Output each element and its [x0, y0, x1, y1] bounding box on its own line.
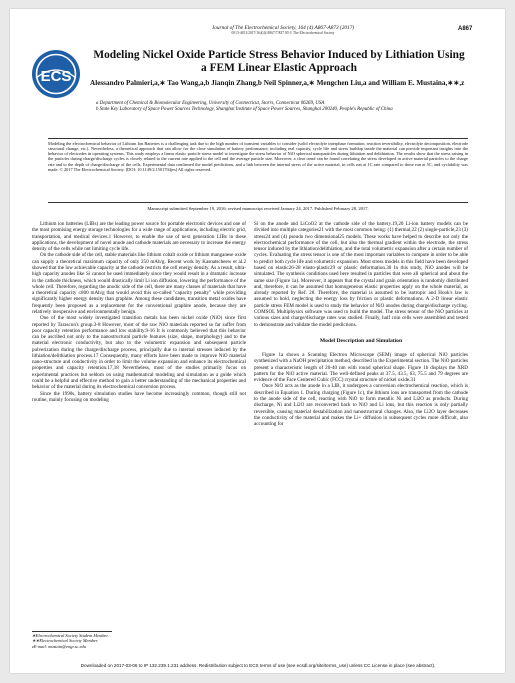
abstract-bottom-rule [48, 202, 468, 203]
paragraph: Since the 1990s, battery simulation studies have become increasingly common, though still not routine, mainly focusing on modeling [32, 390, 246, 403]
paragraph: Figure 1a shows a Scanning Electron Microscope (SEM) image of spherical NiO particles synthesized with a NaOH precipitation method, described in the Experimental section. The NiO particles present a characteristic length of 20-40 nm with round spherical shape. Figure 1b displays the XRD pattern for the NiO active material. The well-defined peaks at 37.5, 43.5, 63, 75.5 and 79 degrees are evidence of the Face Centered Cubic (FCC) crystal structure of nickel oxide.31 [254, 352, 468, 384]
ecs-logo-text: ECS [40, 68, 72, 85]
paper-page [10, 9, 505, 673]
affiliation-a: a Department of Chemical & Biomolecular Engineering, University of Connecticut, Storrs, Connecticut 06269, USA [96, 101, 325, 106]
footnote: ∗∗Electrochemical Society Member. [32, 638, 99, 644]
paragraph: Lithium ion batteries (LIBs) are the leading power source for portable electronic devices and one of the most promising energy storage technologies for a wide range of applications, including electric grid, transportation, and medical devices.1 However, to enable the use of next generation LIBs in these applications, the development of novel anode and cathode materials are necessary to increase the energy density of the cells while not limiting cycle life. [32, 221, 246, 253]
submission-dates: Manuscript submitted September 19, 2016; revised manuscript received January 24, 2017. Published February 28, 2017. [147, 206, 369, 211]
left-column [32, 221, 246, 403]
affiliations [96, 101, 476, 112]
author-list: Alessandro Palmieri,a,∗ Tao Wang,a,b Jianqin Zhang,b Neil Spinner,a,∗ Mengchen Liu,a and William E. Mustaina,∗∗,z [90, 79, 465, 87]
footnote: ∗Electrochemical Society Student Member. [32, 633, 109, 638]
footnote: zE-mail: mustain@engr.sc.edu [32, 643, 86, 649]
paper-title: Modeling Nickel Oxide Particle Stress Behavior Induced by Lithiation Using a FEM Linear Elastic Approach [93, 49, 465, 74]
abstract: Modeling the electrochemical behavior of Lithium Ion Batteries is a challenging task due to the high number of transient variables to consider (solid electrolyte interphase formation, reaction reversibility, electrolyte decomposition, electrode structural change, etc.). Nevertheless, a theoretical approach that can allow for the close simulation of battery performance, including real capacity, cycle life and stress buildup inside the material can provide important insights into the behavior of electrodes in operating systems. This study employs a linear elastic particle stress model to investigate the stress behavior of NiO spherical nanoparticles during lithiation and delithiation. The results show that the stress arising in the particles during charge/discharge cycles is closely related to the current rate applied to the cell and the average particle size. Moreover, a clear trend can be found correlating the stress developed in active material particles to the charge rate and to the depth of charge/discharge of the cells. Experimental data confirmed the model predictions, and a link between the internal stress of the active material, in cells run at 1C rate compared to those run at 5C, and cyclability was made. © 2017 The Electrochemical Society. [DOI: 10.1149/2.1501704jes] All rights reserved. [48, 141, 468, 172]
download-notice: Downloaded on 2017-03-06 to IP 132.239.1.231 address. Redistribution subject to ECS terms of use (see ecsdl.org/site/terms_use) unless CC License in place (see abstract). [80, 663, 436, 668]
copyright-line: 0013-4651/2017/164(4)/A867/7/$37.00 © The Electrochemical Society [231, 31, 335, 35]
paragraph: On the cathode side of the cell, stable materials like lithium cobalt oxide or lithium manganese oxide can supply a theoretical maximum capacity of only 250 mAh/g. Recent work by Kasnatscheew et al.2 showed that the low achievable capacity at the cathode restricts the cell energy density. As a result, ultra-high capacity anodes like Si cannot be used immediately since they would result in a dramatic increase in the cathode thickness, which would drastically limit Li ion diffusion, lowering the performance of the whole cell. Therefore, regarding the anodic side of the cell, there are many classes of materials that have a theoretical capacity ≤800 mAh/g that would avoid this so-called "capacity penalty" while providing significantly higher energy density than graphite. Among these candidates, transition metal oxides have frequently been proposed as a replacement for the conventional graphite anode, because they are relatively inexpensive and environmentally benign. [32, 252, 246, 315]
journal-citation-line: Journal of The Electrochemical Society, 164 (4) A867-A873 (2017) [211, 25, 355, 31]
footnote-rule [32, 631, 112, 632]
abstract-top-rule [48, 138, 468, 139]
page-number: A867 [458, 26, 473, 32]
paragraph: One of the most widely investigated transition metals has been nickel oxide (NiO) since first reported by Tarascon's group.3-8 However, most of the raw NiO materials reported so far suffer from poor capacity retention performance and low stability.9-16 It is commonly believed that this behavior can be ascribed not only to the nanostructural particle features (size, shape, morphology) and to the material electronic conductivity, but also to the volumetric expansion and subsequent particle pulverization during the charge/discharge process, principally due to internal stresses induced by the lithiation/delithiation process.17 Consequently, many efforts have been made to improve NiO material nano-structure and conductivity in order to limit the volume expansion and enhance its electrochemical properties and capacity retention.17,18 Nevertheless, most of the studies primarily focus on experimental practices but seldom on using mathematical modeling and simulation as a guide which could be a helpful and effective method to gain a better understanding of the mechanical properties and behavior of the material during its electrochemical conversion process. [32, 315, 246, 391]
right-column [254, 221, 468, 427]
paragraph: Si on the anode and LiCoO2 at the cathode side of the battery.19,20 Li-ion battery models can be divided into multiple categories21 with the most common being: (1) thermal,22 (2) single-particle,23 (3) stress24 and (4) pseudo two dimensional25 models. These works have helped to describe not only the electrochemical performance of the cell, but also the thermal gradient within the electrode, the stress tensor induced by the lithiation/delithiation, and the total volumetric expansion after a certain number of cycles. Evaluating the stress tensor is one of the most important variables to compute in order to be able to predict both cycle life and volumetric expansion. Most stress models in this field have been developed based on elastic26-28 elasto-plastic29 or plastic deformation.30 In this study, NiO anodes will be simulated. The synthesis conditions used here resulted in particles that were all spherical and about the same size (Figure 1a). Moreover, it appears that the crystal and grain orientation is randomly distributed and, therefore, it can be assumed that homogeneous elastic properties apply on the whole material, as already reported by Ref. 28. Therefore, the material is assumed to be isotropic and Hook's law is assumed to hold, neglecting the energy loss by friction or plastic deformations. A 2-D linear elastic particle stress FEM model is used to study the behavior of NiO anodes during charge/discharge cycling. COMSOL Multiphysics software was used to build the model. The stress tensor of the NiO particles at various sizes and charge/discharge rates was studied. Finally, half coin cells were assembled and tested to demonstrate and validate the model predictions. [254, 221, 468, 328]
ecs-logo [30, 48, 82, 100]
affiliation-b: b State Key Laboratory of Space Power Sources Technology, Shanghai Institute of Space Power Sources, Shanghai 200240, People's Republic of China [96, 106, 393, 112]
footnotes [32, 633, 246, 649]
paragraph: Once NiO acts as the anode in a LIB, it undergoes a conversion electrochemical reaction, which is described in Equation 1. During charging (Figure 1c), the lithium ions are transported from the cathode to the anode side of the cell, reacting with NiO to form metallic Ni and Li2O as products. During discharge, Ni and Li2O are reconverted back to NiO and Li ions, but this reaction is only partially reversible, causing material destabilization and nanostructural changes. Also, the Li2O layer decreases the conductivity of the material and makes the Li+ diffusion in subsequent cycles more difficult, also accounting for [254, 383, 468, 428]
section-heading: Model Description and Simulation [319, 337, 403, 344]
